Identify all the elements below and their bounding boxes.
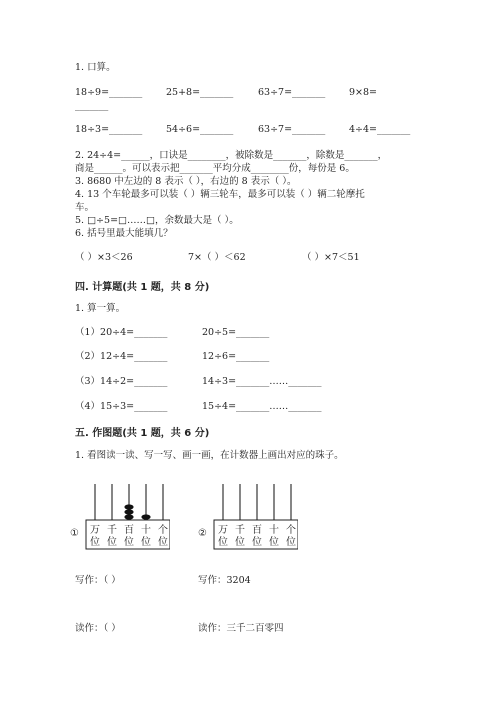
abacus2-place-4: 个 — [286, 525, 296, 536]
read-answer-2: 读作：三千二百零四 — [198, 623, 284, 634]
abacus1-bead — [124, 504, 133, 509]
q1-r2-c3: 63÷7=_______ — [258, 124, 326, 135]
abacus2-place-suffix-3: 位 — [269, 537, 279, 548]
abacus2-place-2: 百 — [252, 525, 262, 536]
q5-text: 5. □÷5=□……□，余数最大是（ ）。 — [75, 215, 239, 226]
s4-row2-a: （2）12÷4=_______ — [75, 351, 168, 362]
q6-item-1: （ ）×3＜26 — [75, 252, 133, 263]
read-answer-1: 读作：（ ） — [75, 623, 121, 634]
q6-item-2: 7×（ ）＜62 — [188, 252, 246, 263]
write-answer-2: 写作：3204 — [198, 575, 251, 586]
abacus2-place-3: 十 — [269, 525, 279, 536]
abacus-1-marker: ① — [70, 528, 79, 539]
abacus-2-rods — [223, 484, 291, 520]
section4-heading: 1. 算一算。 — [75, 303, 126, 314]
abacus1-place-2: 百 — [124, 525, 134, 536]
abacus1-place-suffix-1: 位 — [107, 537, 117, 548]
q1-r2-c1: 18÷3=_______ — [75, 124, 143, 135]
q1-r2-c2: 54÷6=_______ — [166, 124, 234, 135]
s4-row1-a: （1）20÷4=_______ — [75, 327, 168, 338]
abacus1-place-suffix-2: 位 — [124, 537, 134, 548]
section5-title: 五. 作图题(共 1 题，共 6 分) — [75, 428, 210, 439]
write-answer-1: 写作：（ ） — [75, 575, 121, 586]
abacus1-bead — [141, 514, 150, 519]
abacus-1-beads — [124, 504, 150, 519]
s4-row3-a: （3）14÷2=_______ — [75, 376, 168, 387]
s4-row3-b: 14÷3=_______……_______ — [202, 376, 322, 387]
q1-r1-c4: 9×8= — [349, 87, 378, 98]
q1-r1-c3: 63÷7=_______ — [258, 87, 326, 98]
s4-row4-b: 15÷4=_______……_______ — [202, 401, 322, 412]
abacus1-place-4: 个 — [158, 525, 168, 536]
abacus2-place-suffix-1: 位 — [235, 537, 245, 548]
abacus2-place-1: 千 — [235, 525, 245, 536]
q2-line1: 2. 24÷4=______，口诀是________，被除数是_______，除数是_______， — [75, 150, 388, 161]
abacus1-place-0: 万 — [90, 525, 100, 536]
q4-continuation: 车。 — [75, 202, 95, 213]
q4-text: 4. 13 个车轮最多可以装（ ）辆三轮车，最多可以装（ ）辆二轮摩托 — [75, 189, 365, 200]
abacus1-place-suffix-4: 位 — [158, 537, 168, 548]
abacus1-place-3: 十 — [141, 525, 151, 536]
s4-row2-b: 12÷6=_______ — [202, 351, 270, 362]
abacus1-place-suffix-0: 位 — [90, 537, 100, 548]
abacus1-place-suffix-3: 位 — [141, 537, 151, 548]
abacus-2-marker: ② — [198, 528, 207, 539]
abacus2-place-suffix-2: 位 — [252, 537, 262, 548]
abacus1-bead — [124, 509, 133, 514]
section4-title: 四. 计算题(共 1 题，共 8 分) — [75, 282, 210, 293]
abacus-1 — [70, 478, 170, 554]
q1-heading: 1. 口算。 — [75, 62, 116, 73]
abacus1-place-1: 千 — [107, 525, 117, 536]
abacus-2 — [198, 478, 298, 554]
abacus2-place-0: 万 — [218, 525, 228, 536]
section5-heading: 1. 看图读一读、写一写、画一画，在计数器上画出对应的珠子。 — [75, 450, 344, 461]
q3-text: 3. 8680 中左边的 8 表示（ ），右边的 8 表示（ ）。 — [75, 176, 297, 187]
abacus2-place-suffix-0: 位 — [218, 537, 228, 548]
s4-row4-a: （4）15÷3=_______ — [75, 401, 168, 412]
abacus1-bead — [124, 514, 133, 519]
q1-r2-c4: 4÷4=_______ — [349, 124, 411, 135]
q1-r1-c4-blank: _______ — [75, 100, 109, 111]
q6-text: 6. 括号里最大能填几？ — [75, 228, 173, 239]
s4-row1-b: 20÷5=_______ — [202, 327, 270, 338]
q2-line2: 商是______。可以表示把_______平均分成________份，每份是 6。 — [75, 163, 355, 174]
q1-r1-c1: 18÷9=_______ — [75, 87, 143, 98]
q1-r1-c2: 25+8=_______ — [166, 87, 234, 98]
abacus2-place-suffix-4: 位 — [286, 537, 296, 548]
q6-item-3: （ ）×7＜51 — [302, 252, 360, 263]
